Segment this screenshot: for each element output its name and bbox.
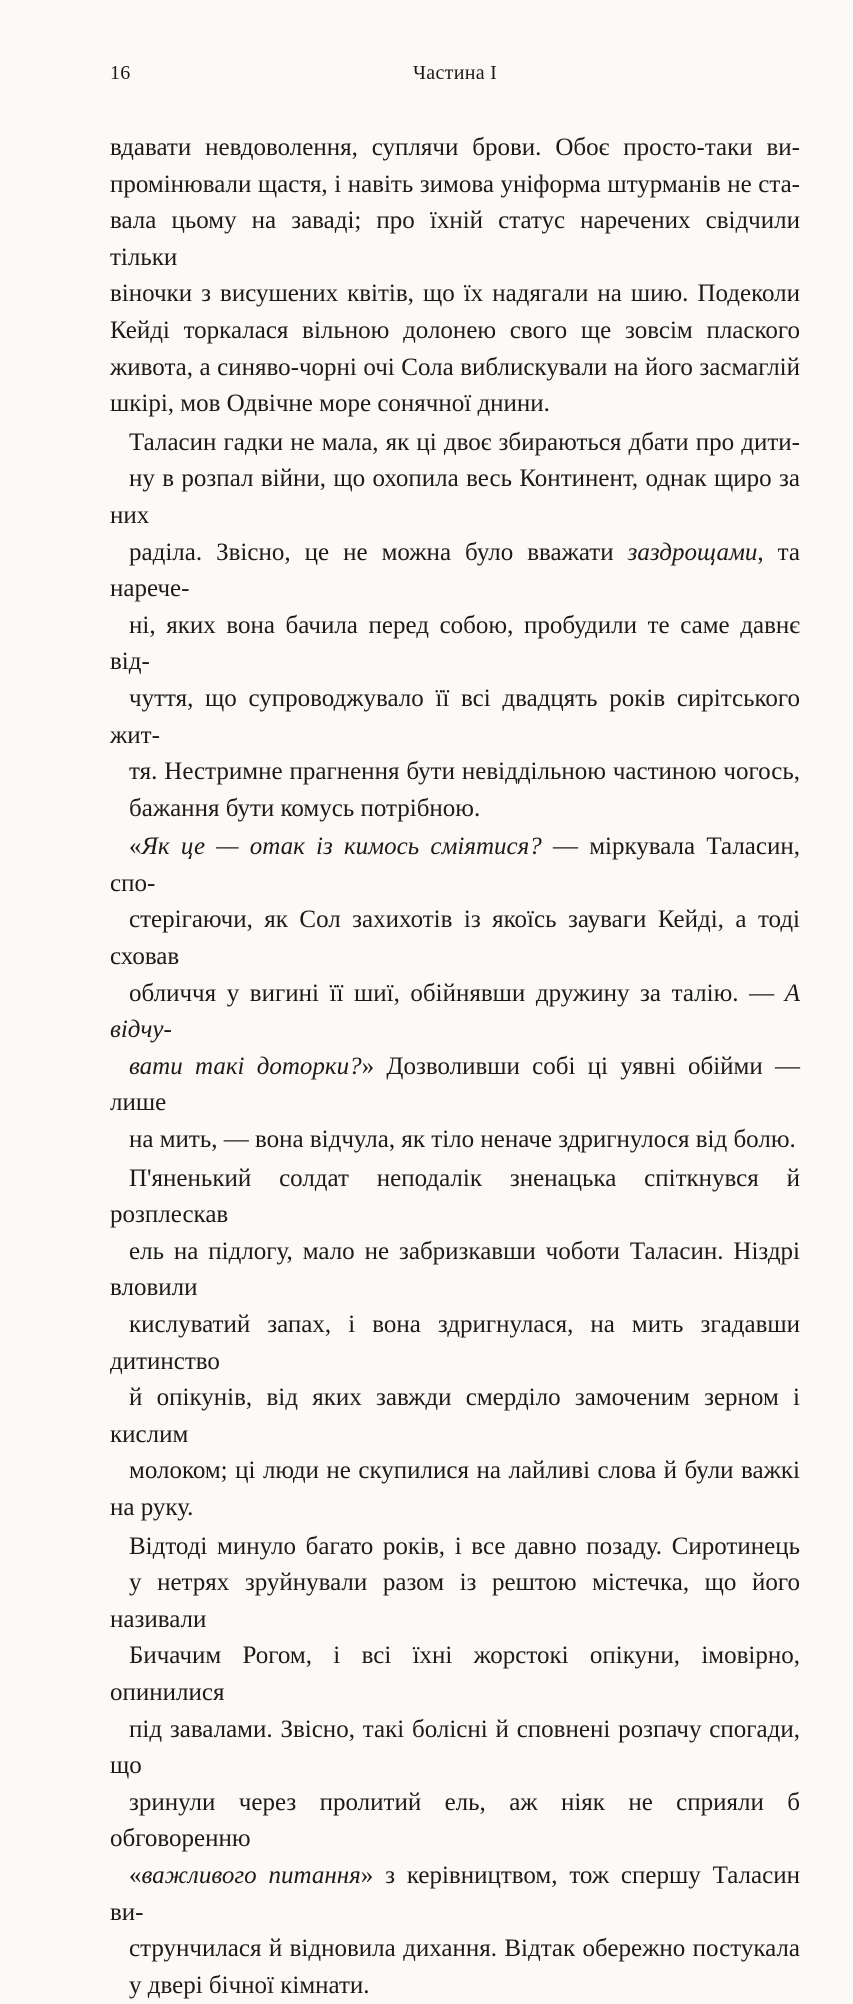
text-line: [110, 976, 800, 1049]
text-run: вала цьому на заваді; про їхній статус наречених свідчили тільки: [110, 207, 800, 271]
text-line: [110, 1122, 800, 1159]
italic-text: важливого питання: [141, 1861, 361, 1889]
text-run: струнчилася й відновила дихання. Відтак обережно постукала: [129, 1935, 800, 1963]
text-run: раділа. Звісно, це не можна було вважати: [129, 538, 628, 566]
text-line: [110, 1307, 800, 1380]
text-line: [110, 1161, 800, 1234]
text-line: [110, 829, 800, 902]
text-run: й опікунів, від яких завжди смерділо замоченим зерном і кислим: [110, 1384, 800, 1448]
text-line: [110, 1529, 800, 1566]
text-line: [110, 425, 800, 462]
text-run: Бичачим Рогом, і всі їхні жорстокі опікуни, імовірно, опинилися: [110, 1642, 800, 1706]
text-run: вдавати невдоволення, суплячи брови. Обоє просто-таки ви-: [110, 134, 800, 161]
text-line: [110, 130, 800, 167]
text-line: [110, 681, 800, 754]
text-line: [110, 1858, 800, 1931]
paragraph: [110, 130, 800, 423]
running-head: Частина І: [413, 62, 498, 84]
text-run: зринули через пролитий ель, аж ніяк не сприяли б обговоренню: [110, 1788, 800, 1853]
text-run: ель на підлогу, мало не забризкавши чоботи Таласин. Ніздрі вловили: [110, 1237, 800, 1302]
italic-text: А відчу-: [110, 979, 800, 1044]
page-number: 16: [110, 62, 131, 84]
text-run: «: [129, 1861, 142, 1889]
text-line: [110, 1638, 800, 1711]
text-line: [110, 276, 800, 313]
text-line: [110, 313, 800, 350]
paragraph: [110, 1529, 800, 2004]
text-line: [110, 1049, 800, 1122]
paragraph: [110, 1161, 800, 1527]
text-run: кислуватий запах, і вона здригнулася, на мить згадавши дитинство: [110, 1311, 800, 1375]
text-run: бажання бути комусь потрібною.: [129, 794, 481, 822]
text-line: [110, 902, 800, 975]
text-run: » з керівництвом, тож спершу Таласин ви-: [110, 1861, 800, 1926]
text-line: [110, 608, 800, 681]
text-line: [110, 1380, 800, 1453]
text-line: [110, 461, 800, 534]
text-run: — міркувала Таласин, спо-: [110, 833, 800, 897]
text-line: [110, 1234, 800, 1307]
text-run: молоком; ці люди не скупилися на лайливі слова й були важкі на руку.: [110, 1457, 800, 1521]
text-run: живота, а синяво-чорні очі Сола виблискували на його засмаглій: [110, 353, 800, 381]
text-line: [110, 203, 800, 276]
paragraph: [110, 425, 800, 828]
text-run: Відтоді минуло багато років, і все давно позаду. Сиротинець: [129, 1532, 800, 1560]
text-run: «: [129, 833, 142, 861]
text-line: [110, 350, 800, 387]
text-line: [110, 535, 800, 608]
italic-text: Як це — отак із кимось сміятися?: [141, 833, 542, 861]
text-line: [110, 1453, 800, 1526]
text-line: [110, 1785, 800, 1858]
text-run: промінювали щастя, і навіть зимова уніформа штурманів не ста-: [110, 170, 800, 198]
text-line: [110, 167, 800, 204]
text-run: стерігаючи, як Сол захихотів із якоїсь зауваги Кейді, а тоді сховав: [110, 906, 800, 971]
text-run: обличчя у вигині її шиї, обійнявши дружину за талію. —: [129, 979, 785, 1007]
text-run: чуття, що супроводжувало її всі двадцять років сирітського жит-: [110, 684, 800, 749]
text-run: ні, яких вона бачила перед собою, пробудили те саме давнє від-: [110, 611, 800, 676]
text-run: на мить, — вона відчула, як тіло неначе здригнулося від болю.: [129, 1126, 796, 1154]
text-line: [110, 386, 800, 423]
text-run: , та нарече-: [110, 538, 800, 603]
text-line: [110, 1931, 800, 1968]
text-run: П'яненький солдат неподалік зненацька спіткнувся й розплескав: [110, 1164, 800, 1229]
text-run: Таласин гадки не мала, як ці двоє збираються дбати про дити-: [129, 428, 800, 456]
body-text: [110, 130, 800, 2004]
text-line: [110, 1565, 800, 1638]
text-run: у нетрях зруйнували разом із рештою містечка, що його називали: [110, 1569, 800, 1633]
text-run: у двері бічної кімнати.: [129, 1971, 370, 1999]
text-run: шкірі, мов Одвічне море сонячної днини.: [110, 390, 550, 418]
italic-text: заздрощами: [627, 538, 758, 566]
text-run: Кейді торкалася вільною долонею свого ще зовсім плаского: [110, 316, 800, 344]
paragraph: [110, 829, 800, 1158]
italic-text: вати такі доторки?: [129, 1052, 362, 1080]
text-run: тя. Нестримне прагнення бути невіддільною частиною чогось,: [129, 758, 800, 786]
text-line: [110, 1712, 800, 1785]
text-run: » Дозволивши собі ці уявні обійми — лише: [110, 1052, 800, 1117]
text-line: [110, 1968, 800, 2004]
text-line: [110, 791, 800, 828]
text-run: ну в розпал війни, що охопила весь Континент, однак щиро за них: [110, 465, 800, 529]
text-line: [110, 754, 800, 791]
text-run: під завалами. Звісно, такі болісні й сповнені розпачу спогади, що: [110, 1715, 800, 1780]
text-run: віночки з висушених квітів, що їх надягали на шию. Подеколи: [110, 280, 800, 308]
page-header: [110, 62, 750, 92]
